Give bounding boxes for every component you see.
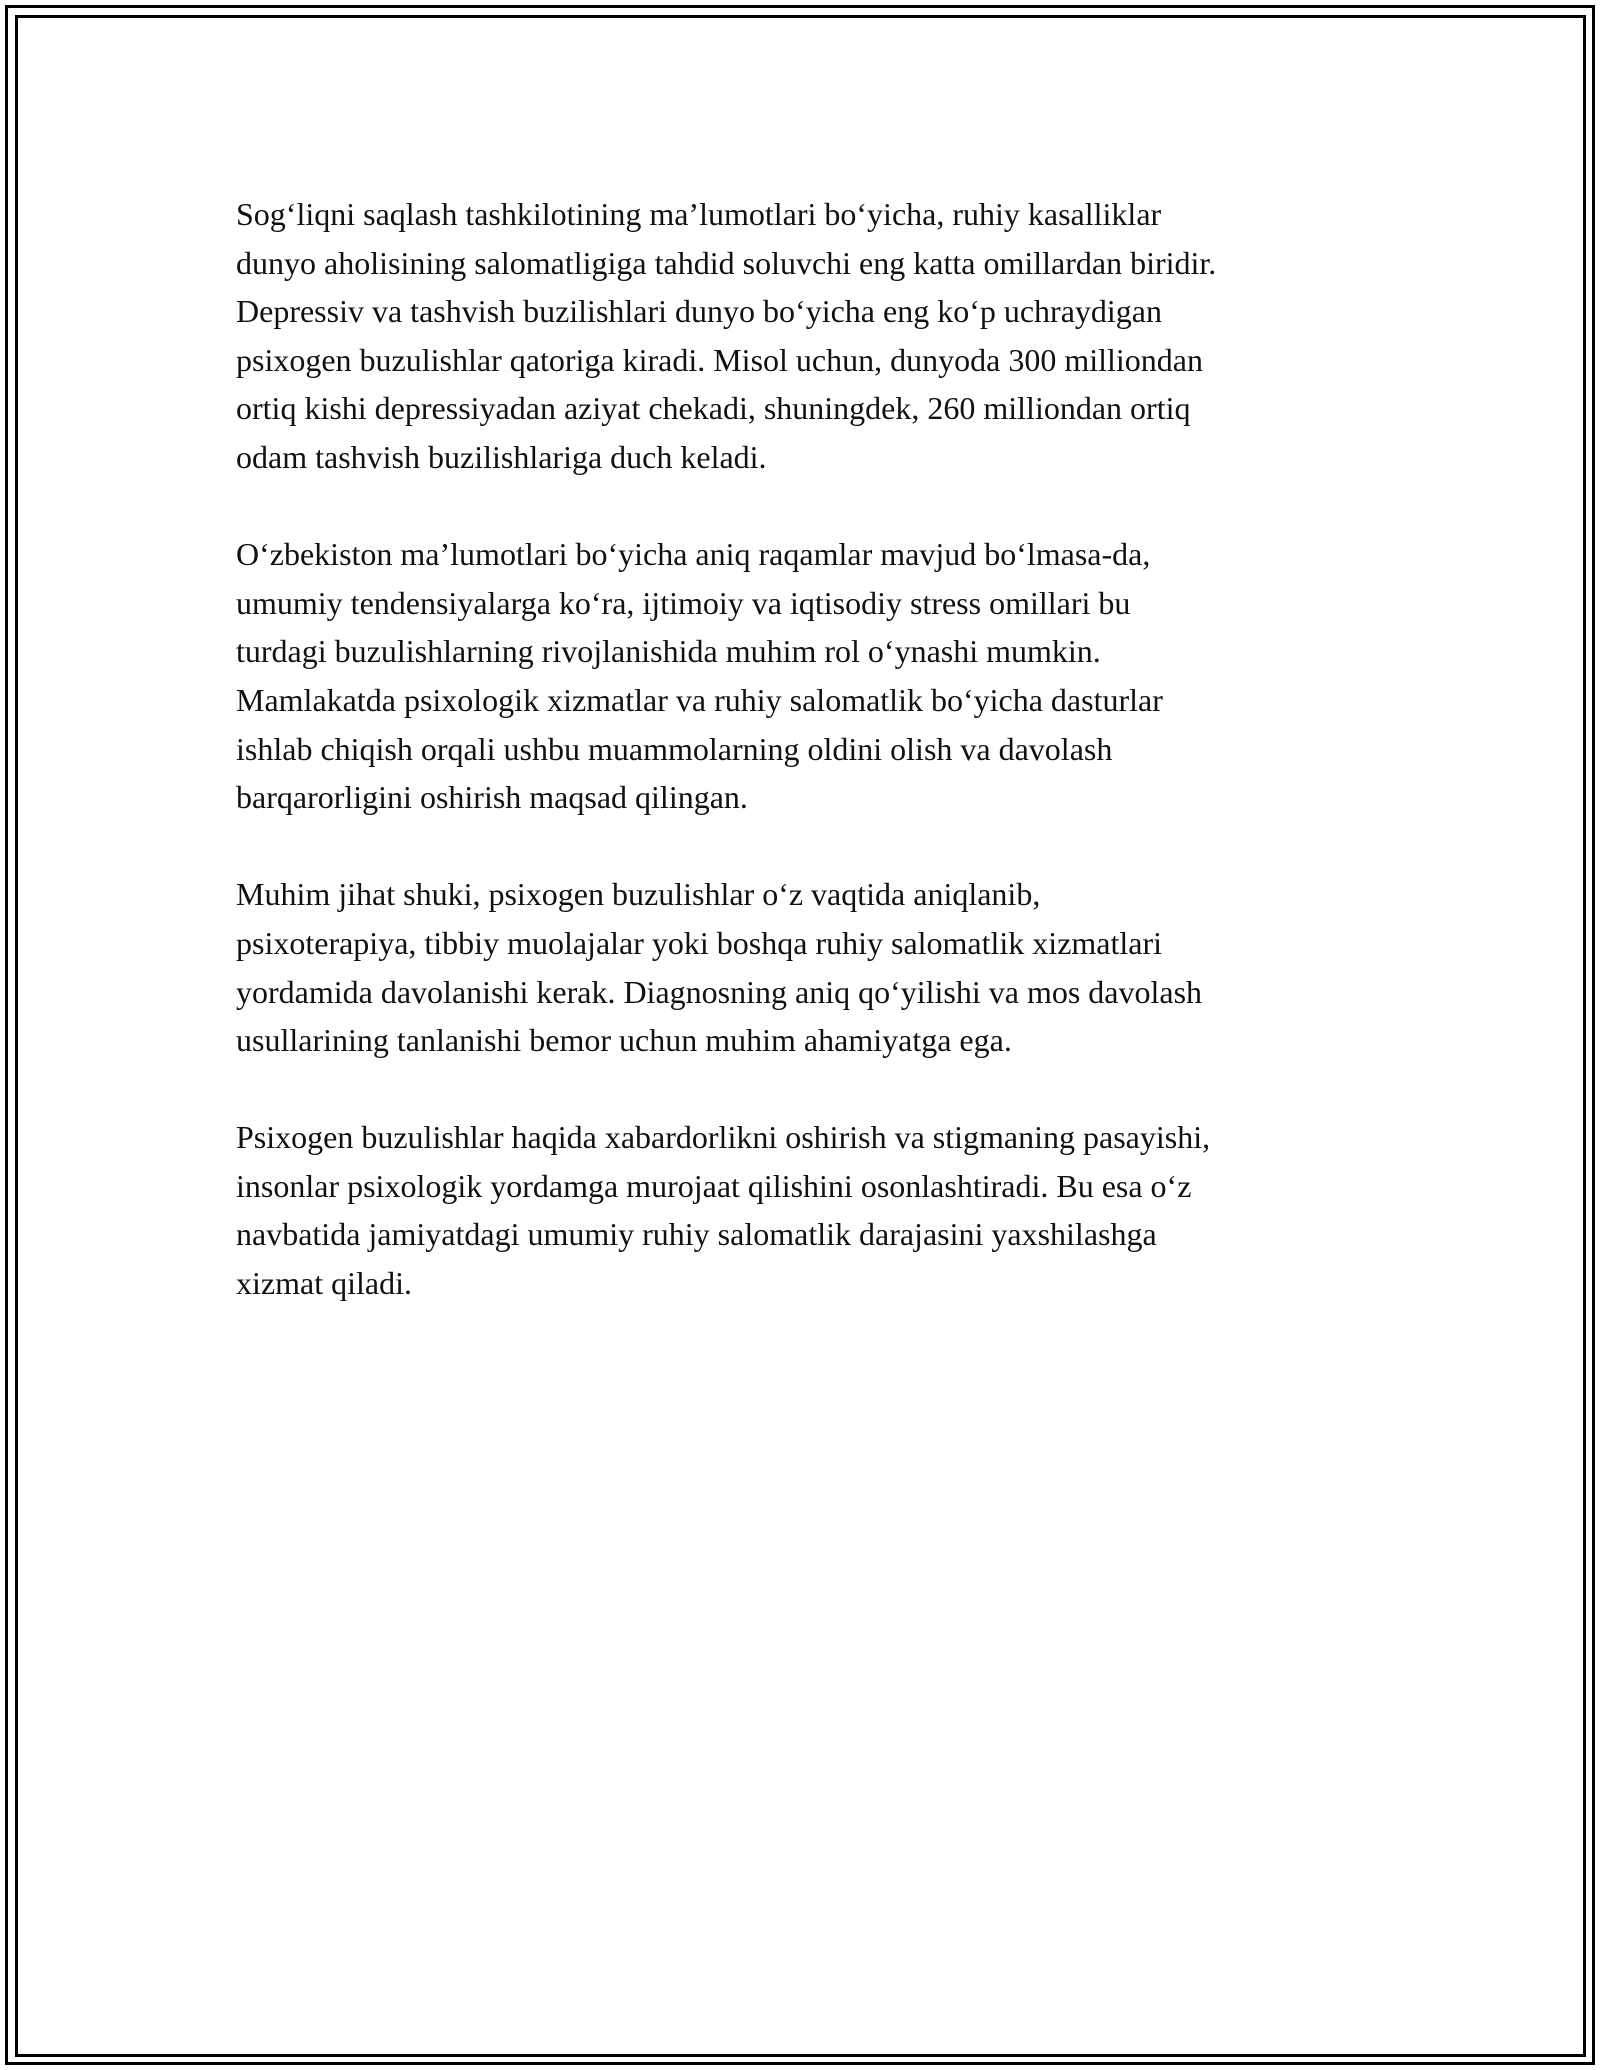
paragraph-4: Psixogen buzulishlar haqida xabardorlikni oshirish va stigmaning pasayishi, insonlar psixologik yordamga murojaat qilishini osonlashtiradi. Bu esa o‘z navbatida jamiyatdagi umumiy ruhiy salomatlik darajasini yaxshilashga xizmat qiladi. [236, 1119, 1211, 1302]
paragraph-2: O‘zbekiston ma’lumotlari bo‘yicha aniq raqamlar mavjud bo‘lmasa-da, umumiy tendensiyalarga ko‘ra, ijtimoiy va iqtisodiy stress omillari bu turdagi buzulishlarning rivojlanishida muhim rol o‘ynashi mumkin. Mamlakatda psixologik xizmatlar va ruhiy salomatlik bo‘yicha dasturlar ishlab chiqish orqali ushbu muammolarning oldini olish va davolash barqarorligini oshirish maqsad qilingan. [236, 536, 1163, 816]
document-body [236, 190, 1416, 1356]
paragraph-3: Muhim jihat shuki, psixogen buzulishlar o‘z vaqtida aniqlanib, psixoterapiya, tibbiy muolajalar yoki boshqa ruhiy salomatlik xizmatlari yordamida davolanishi kerak. Diagnosning aniq qo‘yilishi va mos davolash usullarining tanlanishi bemor uchun muhim ahamiyatga ega. [236, 876, 1203, 1059]
paragraph-1: Sog‘liqni saqlash tashkilotining ma’lumotlari bo‘yicha, ruhiy kasalliklar dunyo aholisining salomatligiga tahdid soluvchi eng katta omillardan biridir. Depressiv va tashvish buzilishlari dunyo bo‘yicha eng ko‘p uchraydigan psixogen buzulishlar qatoriga kiradi. Misol uchun, dunyoda 300 milliondan ortiq kishi depressiyadan aziyat chekadi, shuningdek, 260 milliondan ortiq odam tashvish buzilishlariga duch keladi. [236, 196, 1217, 475]
